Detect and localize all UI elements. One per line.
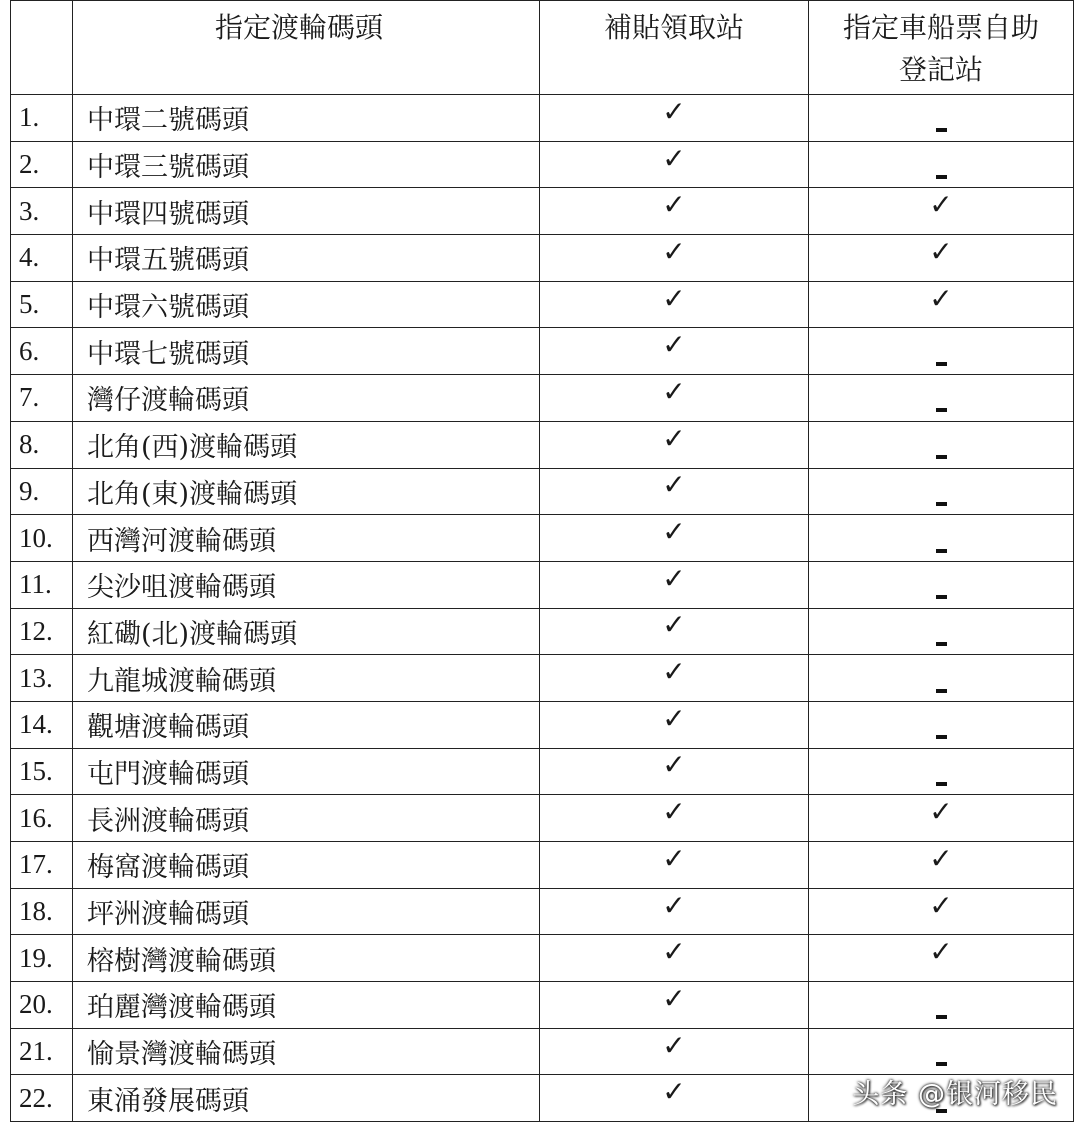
dash-icon <box>936 642 947 646</box>
pier-name: 觀塘渡輪碼頭 <box>73 701 540 748</box>
table-row <box>11 561 1074 608</box>
self-service-station-cell <box>809 701 1074 748</box>
check-mark-icon: ✓ <box>662 795 686 829</box>
row-number: 20. <box>11 982 73 1029</box>
subsidy-station-cell <box>540 561 809 608</box>
row-number: 13. <box>11 655 73 702</box>
subsidy-station-cell <box>540 188 809 235</box>
check-mark-icon: ✓ <box>929 188 953 222</box>
subsidy-station-cell <box>540 281 809 328</box>
subsidy-station-cell <box>540 421 809 468</box>
table-row <box>11 935 1074 982</box>
check-mark-icon: ✓ <box>662 655 686 689</box>
check-mark-icon: ✓ <box>662 468 686 502</box>
check-mark-icon: ✓ <box>929 935 953 969</box>
check-mark-icon: ✓ <box>662 328 686 362</box>
check-mark-icon: ✓ <box>662 701 686 735</box>
table-row <box>11 795 1074 842</box>
row-number: 19. <box>11 935 73 982</box>
subsidy-station-cell <box>540 608 809 655</box>
row-number: 14. <box>11 701 73 748</box>
check-mark-icon: ✓ <box>662 841 686 875</box>
self-service-station-cell <box>809 421 1074 468</box>
header-subsidy-station: 補貼領取站 <box>540 1 809 95</box>
table-row <box>11 515 1074 562</box>
subsidy-station-cell <box>540 95 809 142</box>
subsidy-station-cell <box>540 468 809 515</box>
pier-name: 尖沙咀渡輪碼頭 <box>73 561 540 608</box>
dash-icon <box>936 1062 947 1066</box>
self-service-station-cell <box>809 141 1074 188</box>
self-service-station-cell <box>809 935 1074 982</box>
self-service-station-cell <box>809 328 1074 375</box>
pier-name: 紅磡(北)渡輪碼頭 <box>73 608 540 655</box>
watermark: 头条 @银河移民 <box>852 1079 1058 1110</box>
subsidy-station-cell <box>540 375 809 422</box>
pier-name: 中環四號碼頭 <box>73 188 540 235</box>
self-service-station-cell <box>809 748 1074 795</box>
row-number: 18. <box>11 888 73 935</box>
self-service-station-cell <box>809 795 1074 842</box>
table-row <box>11 421 1074 468</box>
table-row <box>11 1028 1074 1075</box>
check-mark-icon: ✓ <box>662 1028 686 1062</box>
subsidy-station-cell <box>540 1028 809 1075</box>
pier-name: 長洲渡輪碼頭 <box>73 795 540 842</box>
pier-name: 北角(東)渡輪碼頭 <box>73 468 540 515</box>
self-service-station-cell <box>809 515 1074 562</box>
self-service-station-cell <box>809 375 1074 422</box>
subsidy-station-cell <box>540 748 809 795</box>
check-mark-icon: ✓ <box>662 981 686 1015</box>
table-row <box>11 328 1074 375</box>
check-mark-icon: ✓ <box>929 281 953 315</box>
table-row <box>11 888 1074 935</box>
row-number: 10. <box>11 515 73 562</box>
dash-icon <box>936 735 947 739</box>
subsidy-station-cell <box>540 935 809 982</box>
pier-name: 灣仔渡輪碼頭 <box>73 375 540 422</box>
table-row <box>11 375 1074 422</box>
row-number: 2. <box>11 141 73 188</box>
pier-name: 東涌發展碼頭 <box>73 1075 540 1122</box>
check-mark-icon: ✓ <box>662 281 686 315</box>
row-number: 22. <box>11 1075 73 1122</box>
check-mark-icon: ✓ <box>662 188 686 222</box>
row-number: 8. <box>11 421 73 468</box>
subsidy-station-cell <box>540 701 809 748</box>
subsidy-station-cell <box>540 842 809 889</box>
subsidy-station-cell <box>540 795 809 842</box>
check-mark-icon: ✓ <box>929 888 953 922</box>
table-row <box>11 982 1074 1029</box>
table-row <box>11 701 1074 748</box>
table-row <box>11 608 1074 655</box>
check-mark-icon: ✓ <box>662 515 686 549</box>
pier-name: 中環六號碼頭 <box>73 281 540 328</box>
row-number: 7. <box>11 375 73 422</box>
subsidy-station-cell <box>540 1075 809 1122</box>
table-row <box>11 748 1074 795</box>
row-number: 9. <box>11 468 73 515</box>
header-self-service-station <box>809 1 1074 95</box>
header-self-service-line2: 登記站 <box>898 53 983 86</box>
pier-name: 中環五號碼頭 <box>73 235 540 282</box>
row-number: 12. <box>11 608 73 655</box>
check-mark-icon: ✓ <box>662 421 686 455</box>
pier-name: 坪洲渡輪碼頭 <box>73 888 540 935</box>
subsidy-station-cell <box>540 141 809 188</box>
self-service-station-cell <box>809 842 1074 889</box>
row-number: 4. <box>11 235 73 282</box>
check-mark-icon: ✓ <box>662 935 686 969</box>
subsidy-station-cell <box>540 982 809 1029</box>
table-row <box>11 842 1074 889</box>
self-service-station-cell <box>809 608 1074 655</box>
pier-name: 九龍城渡輪碼頭 <box>73 655 540 702</box>
subsidy-station-cell <box>540 515 809 562</box>
header-number <box>11 1 73 95</box>
table-row <box>11 95 1074 142</box>
table-row <box>11 141 1074 188</box>
self-service-station-cell <box>809 982 1074 1029</box>
row-number: 5. <box>11 281 73 328</box>
pier-name: 中環二號碼頭 <box>73 95 540 142</box>
pier-name: 珀麗灣渡輪碼頭 <box>73 982 540 1029</box>
self-service-station-cell <box>809 1028 1074 1075</box>
row-number: 3. <box>11 188 73 235</box>
self-service-station-cell <box>809 655 1074 702</box>
pier-table <box>10 0 1074 1122</box>
subsidy-station-cell <box>540 328 809 375</box>
table-row <box>11 235 1074 282</box>
self-service-station-cell <box>809 95 1074 142</box>
table-row <box>11 188 1074 235</box>
dash-icon <box>936 782 947 786</box>
dash-icon <box>936 502 947 506</box>
dash-icon <box>936 128 947 132</box>
table-header-row <box>11 1 1074 95</box>
table-row <box>11 281 1074 328</box>
dash-icon <box>936 408 947 412</box>
dash-icon <box>936 175 947 179</box>
row-number: 6. <box>11 328 73 375</box>
pier-name: 中環七號碼頭 <box>73 328 540 375</box>
pier-name: 北角(西)渡輪碼頭 <box>73 421 540 468</box>
subsidy-station-cell <box>540 235 809 282</box>
self-service-station-cell <box>809 561 1074 608</box>
row-number: 15. <box>11 748 73 795</box>
subsidy-station-cell <box>540 655 809 702</box>
row-number: 21. <box>11 1028 73 1075</box>
self-service-station-cell <box>809 188 1074 235</box>
pier-name: 梅窩渡輪碼頭 <box>73 842 540 889</box>
self-service-station-cell <box>809 468 1074 515</box>
check-mark-icon: ✓ <box>662 94 686 128</box>
dash-icon <box>936 1015 947 1019</box>
check-mark-icon: ✓ <box>662 748 686 782</box>
row-number: 11. <box>11 561 73 608</box>
check-mark-icon: ✓ <box>929 795 953 829</box>
check-mark-icon: ✓ <box>662 608 686 642</box>
table-row <box>11 655 1074 702</box>
check-mark-icon: ✓ <box>662 561 686 595</box>
check-mark-icon: ✓ <box>662 234 686 268</box>
check-mark-icon: ✓ <box>662 1075 686 1109</box>
row-number: 1. <box>11 95 73 142</box>
check-mark-icon: ✓ <box>929 234 953 268</box>
check-mark-icon: ✓ <box>662 141 686 175</box>
row-number: 16. <box>11 795 73 842</box>
self-service-station-cell <box>809 235 1074 282</box>
pier-name: 榕樹灣渡輪碼頭 <box>73 935 540 982</box>
dash-icon <box>936 455 947 459</box>
dash-icon <box>936 595 947 599</box>
check-mark-icon: ✓ <box>929 841 953 875</box>
table-row <box>11 468 1074 515</box>
header-pier: 指定渡輪碼頭 <box>73 1 540 95</box>
dash-icon <box>936 689 947 693</box>
self-service-station-cell <box>809 888 1074 935</box>
check-mark-icon: ✓ <box>662 374 686 408</box>
header-self-service-line1: 指定車船票自助 <box>842 11 1039 44</box>
dash-icon <box>936 549 947 553</box>
pier-name: 屯門渡輪碼頭 <box>73 748 540 795</box>
check-mark-icon: ✓ <box>662 888 686 922</box>
pier-name: 西灣河渡輪碼頭 <box>73 515 540 562</box>
pier-name: 中環三號碼頭 <box>73 141 540 188</box>
row-number: 17. <box>11 842 73 889</box>
subsidy-station-cell <box>540 888 809 935</box>
dash-icon <box>936 362 947 366</box>
self-service-station-cell <box>809 281 1074 328</box>
pier-name: 愉景灣渡輪碼頭 <box>73 1028 540 1075</box>
